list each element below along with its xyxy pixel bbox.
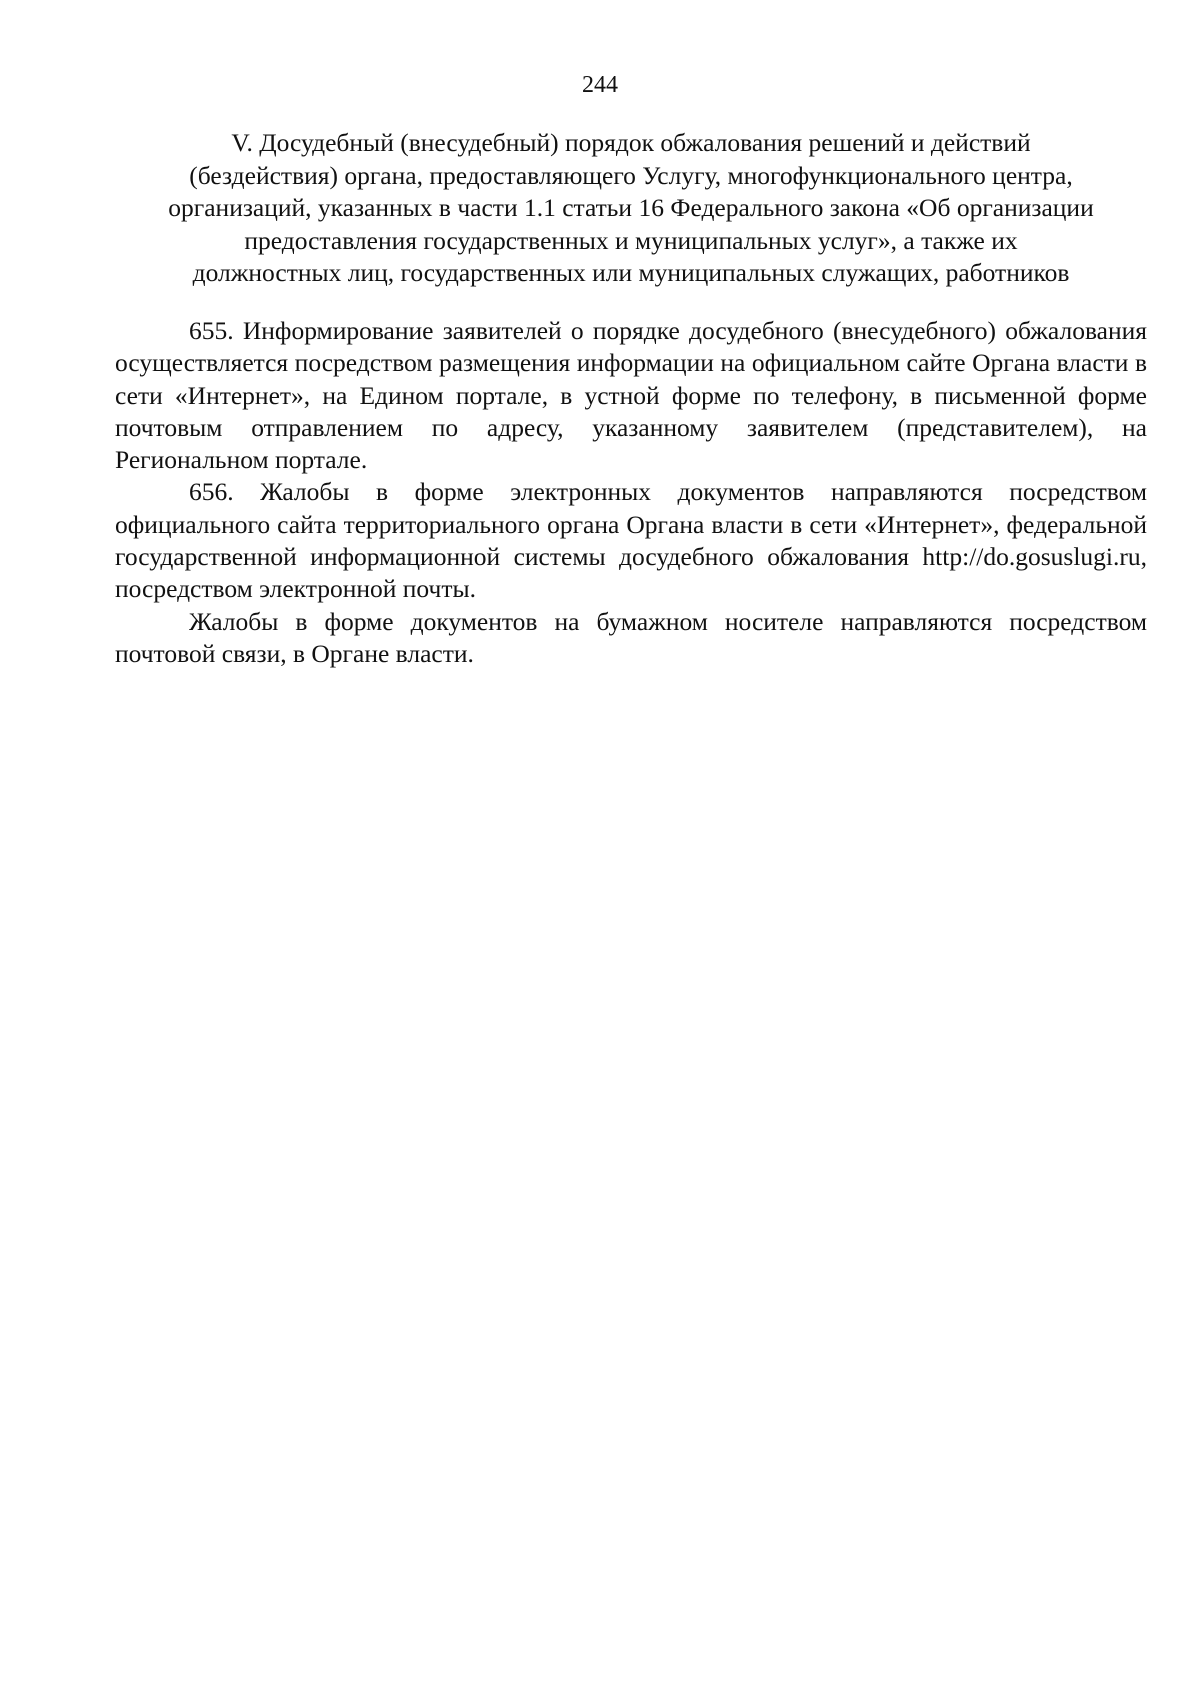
paragraph-656: 656. Жалобы в форме электронных документов направляются посредством официального сайта территориального органа Органа власти в сети «Интернет», федеральной государственной информационной системы досудебного обжалования http://do.gosuslugi.ru, посредством электронной почты. xyxy=(115,477,1147,604)
section-heading xyxy=(112,127,1150,290)
section-heading-line: организаций, указанных в части 1.1 статьи 16 Федерального закона «Об организации xyxy=(168,193,1094,222)
page-number: 244 xyxy=(582,72,618,98)
body-text xyxy=(115,315,1147,670)
section-heading-line: должностных лиц, государственных или муниципальных служащих, работников xyxy=(192,258,1070,287)
paragraph-paper-complaints: Жалобы в форме документов на бумажном носителе направляются посредством почтовой связи, в Органе власти. xyxy=(115,606,1147,668)
section-heading-line: предоставления государственных и муниципальных услуг», а также их xyxy=(244,225,1018,255)
section-heading-line: V. Досудебный (внесудебный) порядок обжалования решений и действий xyxy=(231,128,1031,157)
section-heading-line: (бездействия) органа, предоставляющего Услугу, многофункционального центра, xyxy=(189,160,1073,190)
paragraph-655: 655. Информирование заявителей о порядке досудебного (внесудебного) обжалования осуществляется посредством размещения информации на официальном сайте Органа власти в сети «Интернет», на Едином портале, в устной форме по телефону, в письменной форме почтовым отправлением по адресу, указанному заявителем (представителем), на Региональном портале. xyxy=(115,316,1147,475)
